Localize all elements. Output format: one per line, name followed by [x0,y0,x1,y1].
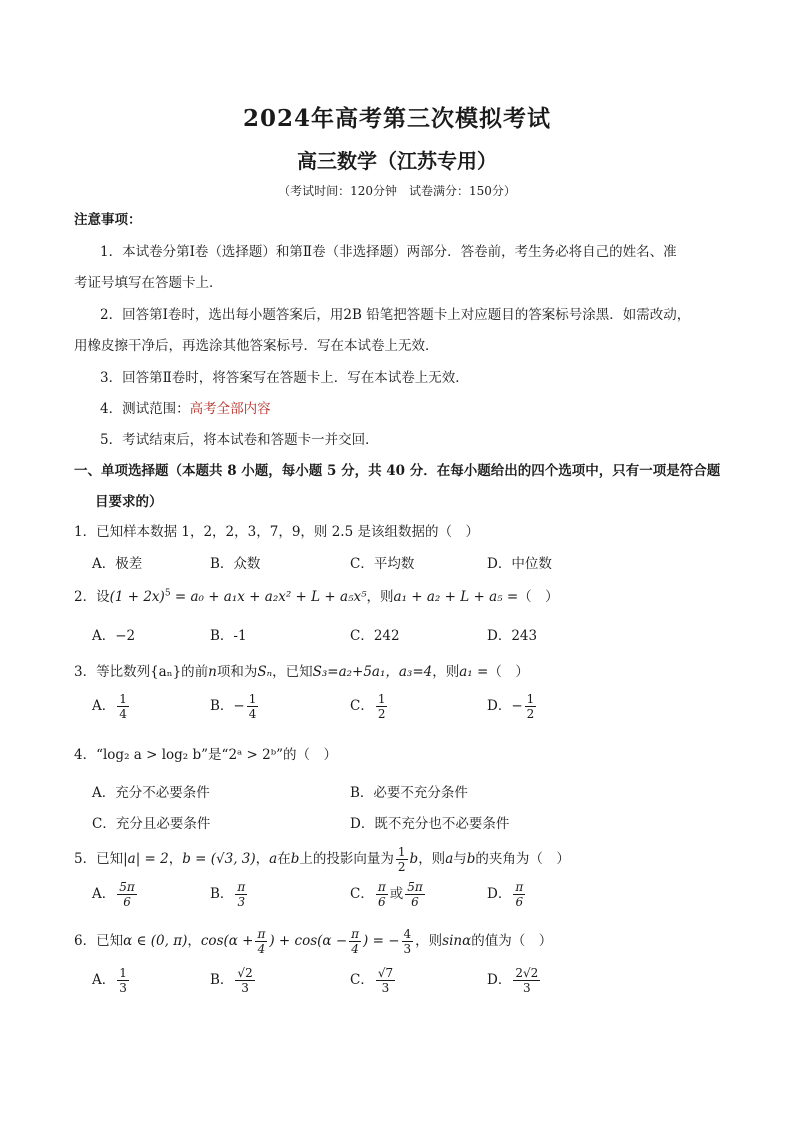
q1-option-a: A．极差 [92,556,143,572]
q2-option-c: C．242 [350,628,400,644]
q4-option-d: D．既不充分也不必要条件 [350,816,510,832]
q5-c-label: C． [350,886,374,902]
question-6-stem [74,927,552,956]
q6-d-den: 3 [522,981,531,995]
question-5-stem [74,845,570,874]
q5-c-fraction-1 [376,880,388,909]
notice-item-5: 5．考试结束后，将本试卷和答题卡一并交回． [100,432,379,448]
q6-p2: ， [187,933,201,949]
q6-c-num: √7 [377,966,394,980]
test-scope-highlight: 高考全部内容 [189,401,271,417]
q3-c-label: C． [350,698,374,714]
q2-option-d: D．243 [487,628,538,644]
q5-option-d [487,880,527,909]
q6-a-den: 3 [119,981,127,995]
q5-c-or: 或 [389,886,404,902]
notice-item-1-line2: 考证号填写在答题卡上． [74,275,223,291]
q3-n: n [208,664,217,680]
q6-c-fraction [376,966,395,995]
q4-option-b: B．必要不充分条件 [350,785,468,801]
q3-d-fraction [525,692,537,721]
q5-p2: ， [168,851,183,867]
q6-b-label: B． [210,972,234,988]
q2-prefix: 2．设 [74,589,110,605]
q3-option-c [350,692,389,721]
q5-b2: b [409,851,419,867]
q3-b-fraction [247,692,259,721]
q4-option-c: C．充分且必要条件 [92,816,211,832]
q2-binomial: (1 + 2x) [109,589,165,605]
notice-item-3: 3．回答第Ⅱ卷时，将答案写在答题卡上．写在本试卷上无效． [100,370,469,386]
q2-option-a: A．−2 [92,628,136,644]
q3-c-den: 2 [377,707,386,721]
notice-item-4 [100,397,271,417]
q5-p6: ，则 [418,851,446,867]
q5-a-norm: |a| = 2 [123,851,169,867]
question-2-stem [74,585,559,605]
q1-option-c: C．平均数 [350,556,415,572]
q6-rhs [402,927,414,956]
q5-a-fraction [117,880,137,909]
q6-d-fraction [513,966,540,995]
q2-mid: ，则 [366,589,394,605]
exam-title: 2024年高考第三次模拟考试 [242,105,551,132]
q6-option-b [210,966,257,995]
question-4-stem: 4．“log₂ a > log₂ b”是“2ᵃ > 2ᵇ”的（ ） [74,747,338,763]
q3-option-d [487,692,538,721]
q5-a-num: 5π [119,880,135,894]
q3-mid1: 项和为 [216,664,258,680]
q3-a-fraction [117,692,129,721]
q6-b-den: 3 [241,981,249,995]
q2-sum: a₁ + a₂ + L + a₅ = [393,589,519,605]
q3-c-fraction [376,692,388,721]
q6-a-label: A． [92,972,116,988]
q6-sin: sinα [442,933,472,949]
q2-exponent: 5 [164,588,171,599]
q6-d-label: D． [487,972,512,988]
section-heading-line2: 目要求的） [95,494,163,510]
q6-cos2: ) + cos(α − [269,933,348,949]
q5-b-fraction [235,880,247,909]
q6-frac1-den: 4 [257,942,266,956]
q6-frac1 [255,927,267,956]
q6-d-num: 2√2 [515,966,539,980]
q6-eq: ) = − [363,933,400,949]
q5-p3: ， [255,851,270,867]
q3-option-b [210,692,260,721]
question-3-stem [74,660,529,680]
q6-option-c [350,966,397,995]
q6-b-fraction [235,966,254,995]
q6-p3: ，则 [415,933,443,949]
q3-option-a [92,692,131,721]
q6-frac2-num: π [351,927,360,941]
notice-item-2-line2: 用橡皮擦干净后，再选涂其他答案标号．写在本试卷上无效． [74,338,439,354]
q5-p8: 的夹角为（ ） [475,851,570,867]
q5-option-c [350,880,427,909]
q6-cos1: cos(α + [200,933,254,949]
notice-heading: 注意事项： [74,212,142,228]
q5-coef-den: 2 [397,860,406,874]
q5-c-num1: π [377,880,386,894]
q1-option-d: D．中位数 [487,556,552,572]
q3-mid3: ，则 [432,664,460,680]
q6-a-fraction [117,966,129,995]
q6-frac1-num: π [257,927,266,941]
q6-rhs-den: 3 [403,942,412,956]
q5-d-den: 6 [515,895,524,909]
notice-item-2-line1: 2．回答第Ⅰ卷时，选出每小题答案后，用2B 铅笔把答题卡上对应题目的答案标号涂黑．如需改动， [100,307,691,323]
exam-subtitle: 高三数学（江苏专用） [297,149,497,173]
q5-a2: a [445,851,454,867]
q3-a-label: A． [92,698,116,714]
q3-condition: S₃=a₂+5a₁，a₃=4 [312,664,433,680]
q1-option-b: B．众数 [210,556,261,572]
q5-option-a [92,880,139,909]
q2-end: （ ） [518,589,559,605]
q5-coef [396,845,408,874]
q5-c-fraction-2 [405,880,425,909]
q5-p7: 与 [453,851,467,867]
q6-a-num: 1 [119,966,127,980]
q3-a-num: 1 [119,692,127,706]
q5-d-label: D． [487,886,512,902]
q3-b-num: 1 [248,692,257,706]
q6-rhs-num: 4 [403,927,412,941]
q5-b-den: 3 [237,895,246,909]
q6-frac2 [349,927,361,956]
q3-b-den: 4 [248,707,257,721]
q6-option-d [487,966,542,995]
q6-p4: 的值为（ ） [471,933,553,949]
q5-p4: 在 [277,851,291,867]
q3-d-label: D．− [487,698,523,714]
q6-domain: α ∈ (0, π) [123,933,188,949]
notice-item-1-line1: 1．本试卷分第Ⅰ卷（选择题）和第Ⅱ卷（非选择题）两部分．答卷前，考生务必将自己的姓名、准 [100,244,677,260]
q5-c-num2: 5π [407,880,423,894]
q3-sn: Sₙ [257,664,273,680]
q5-p5: 上的投影向量为 [299,851,394,867]
notice-item-4-prefix: 4．测试范围： [100,401,190,417]
section-heading-line1: 一、单项选择题（本题共 8 小题，每小题 5 分，共 40 分．在每小题给出的四个选项中，只有一项是符合题 [74,463,721,479]
q3-b-label: B．− [210,698,245,714]
question-1-stem: 1．已知样本数据 1，2，2，3，7，9，则 2.5 是该组数据的（ ） [74,524,479,540]
q5-d-num: π [515,880,524,894]
q6-c-den: 3 [381,981,390,995]
q5-b-label: B． [210,886,234,902]
q5-c-den1: 6 [377,895,386,909]
q3-end: （ ） [488,664,529,680]
q2-option-b: B．-1 [210,628,247,644]
q3-c-num: 1 [377,692,386,706]
q3-d-num: 1 [526,692,535,706]
q5-b-num: π [237,880,246,894]
q3-a1: a₁ = [459,664,489,680]
q3-mid2: ，已知 [272,664,313,680]
exam-info: （考试时间：120分钟 试卷满分：150分） [278,184,516,198]
q6-c-label: C． [350,972,374,988]
q5-option-b [210,880,249,909]
q5-a1: a [269,851,278,867]
q4-option-a: A．充分不必要条件 [92,785,210,801]
q6-option-a [92,966,131,995]
q5-b-vector: b = (√3, 3) [182,851,256,867]
q6-frac2-den: 4 [351,942,359,956]
q5-c-den2: 6 [411,895,419,909]
q5-p1: 5．已知 [74,851,124,867]
q6-p1: 6．已知 [74,933,124,949]
q5-d-fraction [513,880,525,909]
q3-d-den: 2 [526,707,535,721]
q2-expansion: = a₀ + a₁x + a₂x² + L + a₅x⁵ [170,589,367,605]
q6-b-num: √2 [237,966,253,980]
q5-a-den: 6 [123,895,131,909]
q3-a-den: 4 [119,707,127,721]
q5-b3: b [466,851,476,867]
q5-b1: b [290,851,300,867]
q3-prefix: 3．等比数列{aₙ}的前 [74,664,209,680]
q5-coef-num: 1 [397,845,406,859]
q5-a-label: A． [92,886,116,902]
